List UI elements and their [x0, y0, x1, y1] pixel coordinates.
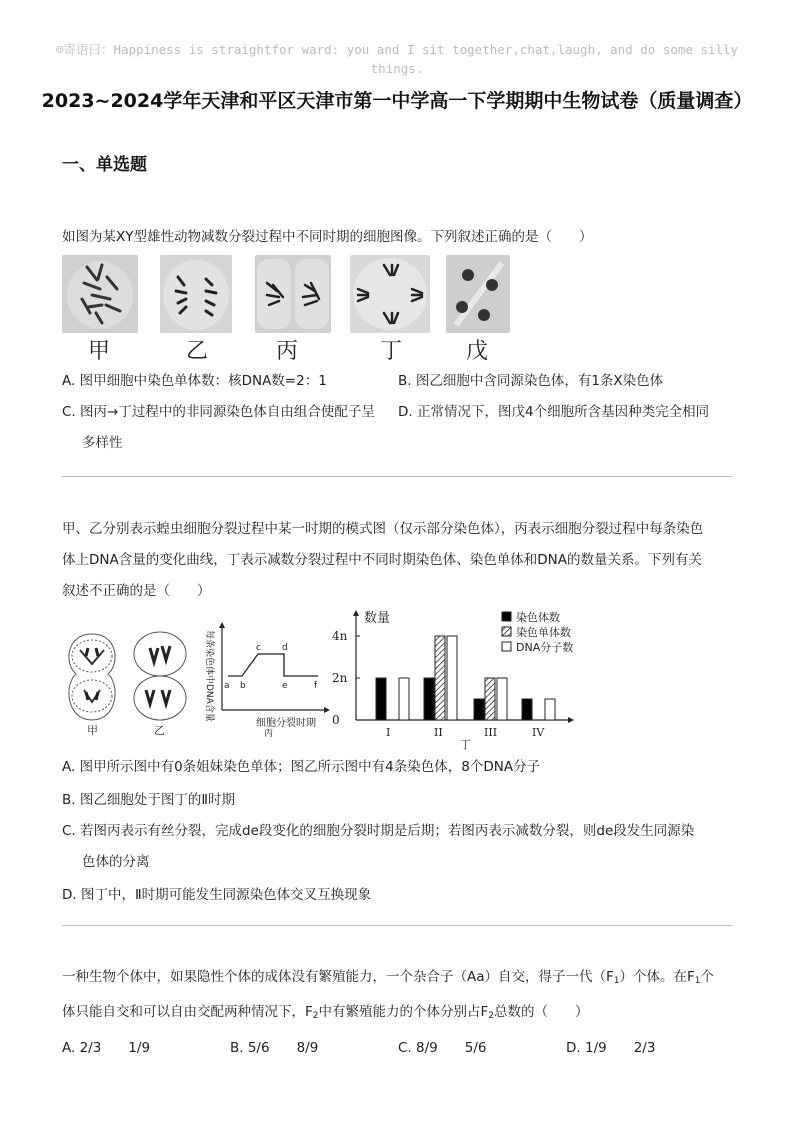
section-title: 一、单选题 — [62, 155, 147, 175]
q3-option-a[interactable]: A. 2/3 1/9 — [62, 1040, 151, 1056]
bar — [474, 699, 484, 720]
q3-stem-line2 — [62, 997, 714, 1032]
legend-swatch — [502, 612, 511, 621]
y-tick-label: 4n — [332, 629, 348, 643]
q2-option-d[interactable]: D. 图丁中，Ⅱ时期可能发生同源染色体交叉互换现象 — [62, 887, 372, 903]
bar — [424, 678, 434, 720]
q3-option-c[interactable]: C. 8/9 5/6 — [398, 1040, 487, 1056]
point-b: b — [240, 681, 246, 691]
q2-option-c-line2: 色体的分离 — [82, 854, 150, 870]
q1-option-a[interactable]: A. 图甲细胞中染色单体数：核DNA数=2：1 — [62, 373, 327, 389]
x-tick-label: IV — [532, 726, 545, 739]
legend-label: DNA分子数 — [516, 641, 574, 654]
x-tick-label: I — [386, 726, 391, 739]
label-wu: 戊 — [466, 339, 489, 364]
q3-stem-line1 — [62, 962, 714, 997]
q3-text: ）个体。在F — [619, 969, 695, 985]
q2-option-c[interactable] — [62, 816, 694, 878]
curve-xlabel: 细胞分裂时期 — [256, 718, 316, 729]
q3-sub: 2 — [488, 1011, 494, 1021]
bar — [522, 699, 532, 720]
x-tick-label: III — [484, 726, 498, 739]
label-bing: 丙 — [276, 339, 299, 364]
motto-text: ☺寄语曰：Happiness is straightfor ward: you and I sit together,chat,laugh, and do some silly things. — [55, 42, 739, 76]
divider — [62, 925, 732, 926]
point-a: a — [224, 681, 230, 691]
x-tick-label: II — [434, 726, 443, 739]
q3-stem — [62, 962, 714, 1032]
legend-swatch — [502, 627, 511, 636]
q3-sub: 1 — [694, 976, 701, 986]
q2-stem — [62, 514, 703, 607]
micrograph-wu — [446, 255, 510, 333]
q3-text: 总数的（ ） — [494, 1004, 589, 1020]
bar — [545, 699, 555, 720]
q3-sub: 2 — [312, 1011, 319, 1021]
q2-option-c-line1: C. 若图丙表示有丝分裂，完成de段变化的细胞分裂时期是后期；若图丙表示减数分裂，则de段发生同源染 — [62, 823, 695, 839]
cell-label-yi: 乙 — [154, 724, 165, 737]
x-axis-arrow — [568, 717, 574, 723]
q2-option-a[interactable]: A. 图甲所示图中有0条姐妹染色单体；图乙所示图中有4条染色体，8个DNA分子 — [62, 759, 541, 775]
legend-label: 染色体数 — [516, 611, 560, 624]
label-ding: 丁 — [380, 339, 403, 364]
micrograph-jia — [62, 255, 138, 333]
cell-label-jia: 甲 — [87, 724, 98, 737]
q1-stem: 如图为某XY型雄性动物减数分裂过程中不同时期的细胞图像。下列叙述正确的是（ ） — [62, 229, 593, 245]
point-f: f — [314, 681, 318, 691]
y-tick-label: 2n — [332, 671, 348, 685]
legend-swatch — [502, 642, 511, 651]
bar — [497, 678, 507, 720]
q3-option-d[interactable]: D. 1/9 2/3 — [566, 1040, 656, 1056]
point-c: c — [256, 643, 261, 653]
y-tick-label: 0 — [332, 713, 340, 727]
point-e: e — [282, 681, 288, 691]
point-d: d — [282, 643, 288, 653]
cell-yi — [134, 632, 186, 720]
bar — [376, 678, 386, 720]
bar — [435, 636, 445, 720]
cell-diagrams — [62, 628, 192, 738]
q1-option-d[interactable]: D. 正常情况下，图戊4个细胞所含基因种类完全相同 — [398, 404, 710, 420]
bar — [447, 636, 457, 720]
label-jia: 甲 — [88, 339, 111, 364]
q2-option-b[interactable]: B. 图乙细胞处于图丁的Ⅱ时期 — [62, 792, 235, 808]
q3-text: 中有繁殖能力的个体分别占F — [318, 1004, 489, 1020]
q1-option-c[interactable] — [62, 397, 375, 459]
q2-stem-line1: 甲、乙分别表示蝗虫细胞分裂过程中某一时期的模式图（仅示部分染色体），丙表示细胞分裂过程中每条染色 — [62, 521, 704, 537]
chart-ylabel: 数量 — [364, 611, 391, 626]
micrograph-yi — [160, 255, 232, 333]
cell-jia — [69, 634, 115, 720]
q2-stem-line2: 体上DNA含量的变化曲线，丁表示减数分裂过程中不同时期染色体、染色单体和DNA的数量关系。下列有关 — [62, 552, 702, 568]
q3-sub: 1 — [613, 976, 620, 986]
bar-chart-ding — [330, 604, 580, 754]
micrograph-ding — [350, 255, 430, 333]
q1-option-c-line2: 多样性 — [82, 435, 123, 451]
q3-option-b[interactable]: B. 5/6 8/9 — [230, 1040, 319, 1056]
q1-option-b[interactable]: B. 图乙细胞中含同源染色体，有1条X染色体 — [398, 373, 664, 389]
chart-caption: 丁 — [460, 738, 471, 751]
bar — [485, 678, 495, 720]
q1-option-c-line1: C. 图丙→丁过程中的非同源染色体自由组合使配子呈 — [62, 404, 375, 420]
divider — [62, 476, 732, 477]
micrograph-bing — [255, 255, 331, 333]
bar — [399, 678, 409, 720]
label-yi: 乙 — [186, 339, 209, 364]
q2-stem-line3: 叙述不正确的是（ ） — [62, 583, 211, 599]
page-title: 2023~2024学年天津和平区天津市第一中学高一下学期期中生物试卷（质量调查） — [41, 90, 753, 112]
q3-text: 一种生物个体中，如果隐性个体的成体没有繁殖能力，一个杂合子（Aa）自交，得子一代（F — [62, 969, 614, 985]
curve-caption: 丙 — [264, 729, 274, 738]
q3-text: 体只能自交和可以自由交配两种情况下，F — [62, 1004, 313, 1020]
curve-ylabel: 每条染色体中DNA含量 — [204, 630, 214, 722]
y-axis-arrow — [353, 610, 359, 616]
q3-text: 个 — [700, 969, 715, 985]
curve-bing — [198, 618, 330, 738]
legend-label: 染色单体数 — [516, 626, 571, 639]
